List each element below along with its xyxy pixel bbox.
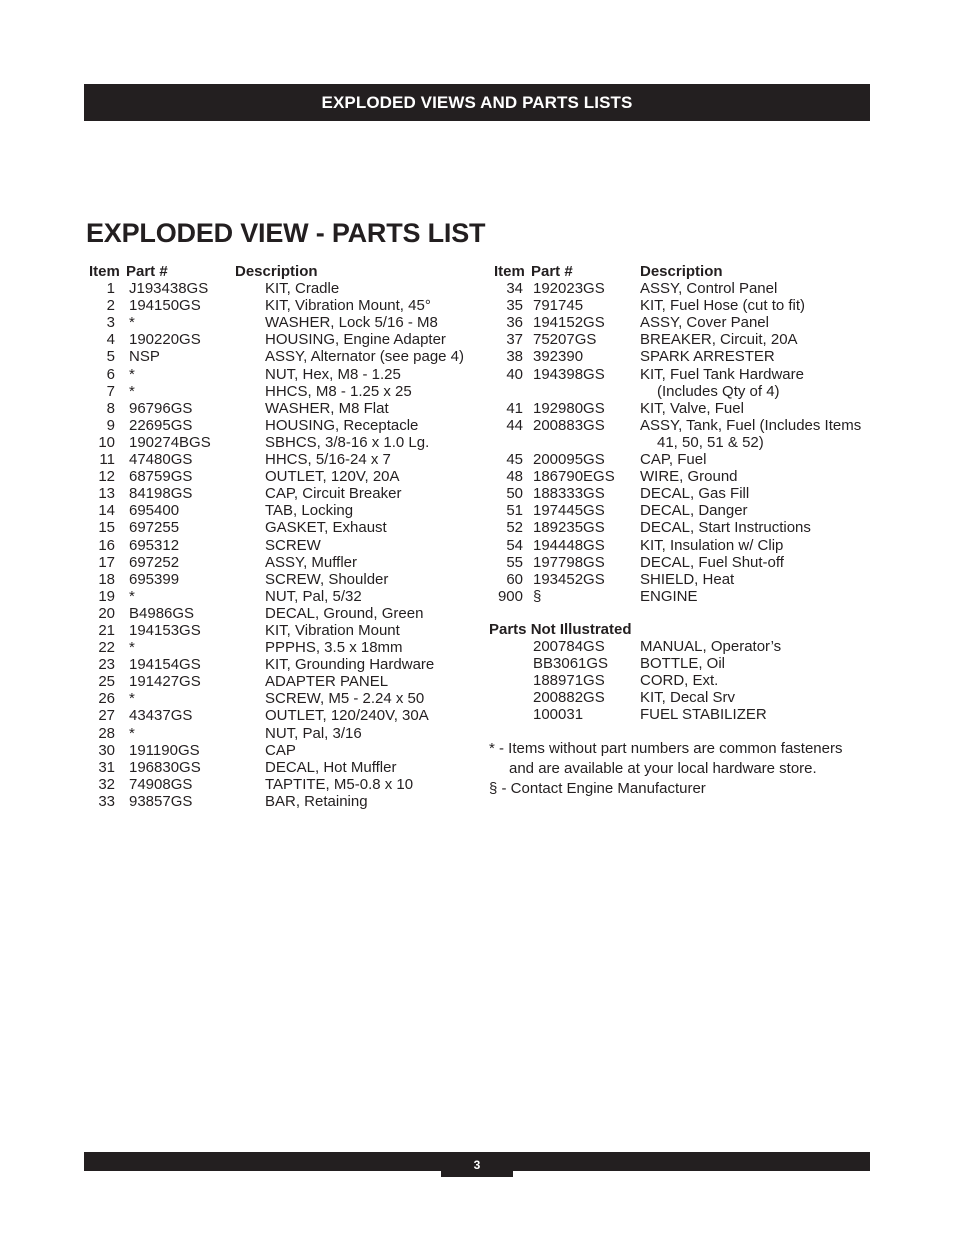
- table-row: [86, 759, 476, 776]
- part-description: KIT, Fuel Tank Hardware: [640, 365, 804, 383]
- part-number: 194448GS: [533, 536, 605, 554]
- table-row: [86, 468, 476, 485]
- item-number: 32: [98, 775, 115, 793]
- part-number: [523, 434, 640, 451]
- item-number: 52: [506, 519, 523, 537]
- item-number: 4: [106, 331, 115, 349]
- column-header-item: Item: [89, 263, 120, 280]
- table-header: [486, 263, 886, 280]
- part-description: SCREW, Shoulder: [265, 570, 389, 588]
- item-number: 35: [506, 297, 523, 315]
- part-number: *: [129, 365, 135, 383]
- part-number: 191190GS: [129, 741, 200, 759]
- part-description: HHCS, M8 - 1.25 x 25: [265, 382, 412, 400]
- part-description: KIT, Insulation w/ Clip: [640, 536, 784, 554]
- table-row: [86, 554, 476, 571]
- item-number: 41: [506, 399, 523, 417]
- part-number: 84198GS: [129, 485, 193, 503]
- item-number: [486, 434, 523, 451]
- part-description: KIT, Cradle: [265, 280, 340, 298]
- part-description: MANUAL, Operator’s: [640, 637, 782, 655]
- part-number: 697252: [129, 553, 180, 571]
- part-description: KIT, Vibration Mount: [265, 621, 400, 639]
- part-number: 392390: [533, 348, 584, 366]
- item-number: 36: [506, 314, 523, 332]
- column-header-description: Description: [640, 263, 723, 280]
- list-item: [486, 706, 886, 723]
- part-description: KIT, Vibration Mount, 45°: [265, 297, 431, 315]
- item-number: 51: [506, 502, 523, 520]
- part-description: HHCS, 5/16-24 x 7: [265, 451, 391, 469]
- column-header-part: Part #: [126, 263, 168, 280]
- table-row: [486, 468, 886, 485]
- part-description: KIT, Decal Srv: [640, 689, 736, 707]
- table-row: [486, 434, 886, 451]
- part-description: NUT, Hex, M8 - 1.25: [265, 365, 401, 383]
- item-number: 11: [99, 451, 115, 469]
- item-number: 14: [98, 502, 115, 520]
- table-row: [86, 280, 476, 297]
- table-row: [486, 280, 886, 297]
- table-row: [486, 571, 886, 588]
- part-number: 197798GS: [533, 553, 605, 571]
- table-row: [486, 417, 886, 434]
- part-description: ASSY, Cover Panel: [640, 314, 769, 332]
- item-number: 54: [506, 536, 523, 554]
- part-number: 93857GS: [129, 792, 193, 810]
- item-number: 30: [98, 741, 115, 759]
- item-number: 10: [98, 433, 115, 451]
- part-number: B4986GS: [129, 604, 195, 622]
- part-description: KIT, Valve, Fuel: [640, 399, 744, 417]
- part-number: 197445GS: [533, 502, 605, 520]
- part-description: ASSY, Tank, Fuel (Includes Items: [640, 416, 862, 434]
- part-description: DECAL, Gas Fill: [640, 485, 750, 503]
- part-number: 191427GS: [129, 673, 201, 691]
- part-number: 200095GS: [533, 451, 605, 469]
- part-description: CAP: [265, 741, 296, 759]
- part-number: 200784GS: [533, 637, 605, 655]
- item-number: 44: [506, 416, 523, 434]
- part-description: DECAL, Danger: [640, 502, 748, 520]
- table-row: [486, 537, 886, 554]
- item-number: 2: [106, 297, 115, 315]
- table-row: [86, 571, 476, 588]
- part-description: OUTLET, 120/240V, 30A: [265, 707, 429, 725]
- item-number: [486, 383, 523, 400]
- column-header-description: Description: [235, 263, 318, 280]
- part-description: NUT, Pal, 5/32: [265, 587, 362, 605]
- part-number: 695399: [129, 570, 180, 588]
- table-row: [86, 366, 476, 383]
- part-description: NUT, Pal, 3/16: [265, 724, 362, 742]
- part-number: 192980GS: [533, 399, 605, 417]
- part-number: 695312: [129, 536, 180, 554]
- item-number: 1: [106, 280, 115, 298]
- item-number: 31: [98, 758, 115, 776]
- table-row: [486, 400, 886, 417]
- note-asterisk-line2: and are available at your local hardware store.: [509, 760, 817, 778]
- item-spacer: [486, 655, 523, 672]
- table-row: [86, 434, 476, 451]
- part-description: BREAKER, Circuit, 20A: [640, 331, 798, 349]
- part-number: 697255: [129, 519, 180, 537]
- table-row: [486, 485, 886, 502]
- item-number: 8: [106, 399, 115, 417]
- list-item: [486, 689, 886, 706]
- part-number: 196830GS: [129, 758, 201, 776]
- part-number: [523, 383, 640, 400]
- item-number: 37: [506, 331, 523, 349]
- table-row: [86, 725, 476, 742]
- part-number: 22695GS: [129, 416, 193, 434]
- table-row: [86, 314, 476, 331]
- note-section: § - Contact Engine Manufacturer: [489, 780, 706, 798]
- table-row: [86, 776, 476, 793]
- item-number: 22: [98, 639, 115, 657]
- part-description: SHIELD, Heat: [640, 570, 735, 588]
- item-number: 19: [98, 587, 115, 605]
- section-header: [84, 84, 870, 121]
- part-description: GASKET, Exhaust: [265, 519, 387, 537]
- item-number: 15: [98, 519, 115, 537]
- table-row: [486, 366, 886, 383]
- part-description: (Includes Qty of 4): [657, 382, 780, 400]
- table-row: [486, 297, 886, 314]
- part-number: 200883GS: [533, 416, 605, 434]
- column-header-item: Item: [494, 263, 525, 280]
- table-header: [86, 263, 476, 280]
- part-number: 188971GS: [533, 672, 605, 690]
- table-row: [86, 622, 476, 639]
- part-number: 43437GS: [129, 707, 193, 725]
- part-description: TAPTITE, M5-0.8 x 10: [265, 775, 414, 793]
- item-spacer: [486, 672, 523, 689]
- table-row: [86, 537, 476, 554]
- table-row: [86, 690, 476, 707]
- part-number: *: [129, 724, 135, 742]
- page-number-tab: [441, 1152, 513, 1177]
- table-row: [486, 588, 886, 605]
- item-number: 45: [506, 451, 523, 469]
- part-number: 100031: [533, 706, 584, 724]
- note-asterisk-line1: * - Items without part numbers are common fasteners: [489, 740, 843, 758]
- part-description: TAB, Locking: [265, 502, 354, 520]
- part-description: CAP, Fuel: [640, 451, 707, 469]
- part-description: HOUSING, Receptacle: [265, 416, 419, 434]
- table-row: [486, 554, 886, 571]
- item-number: 21: [98, 621, 115, 639]
- table-row: [86, 742, 476, 759]
- part-number: 192023GS: [533, 280, 605, 298]
- table-row: [86, 348, 476, 365]
- footnotes: [486, 739, 886, 799]
- part-description: SBHCS, 3/8-16 x 1.0 Lg.: [265, 433, 430, 451]
- table-row: [86, 400, 476, 417]
- part-number: 193452GS: [533, 570, 605, 588]
- item-number: 28: [98, 724, 115, 742]
- table-row: [86, 639, 476, 656]
- table-row: [486, 502, 886, 519]
- item-number: 33: [98, 792, 115, 810]
- table-row: [86, 519, 476, 536]
- part-number: 791745: [533, 297, 584, 315]
- item-spacer: [486, 638, 523, 655]
- part-description: PPPHS, 3.5 x 18mm: [265, 639, 403, 657]
- item-number: 40: [506, 365, 523, 383]
- item-number: 13: [98, 485, 115, 503]
- item-number: 3: [106, 314, 115, 332]
- part-description: DECAL, Ground, Green: [265, 604, 424, 622]
- part-number: 190274BGS: [129, 433, 211, 451]
- table-row: [486, 383, 886, 400]
- table-row: [486, 314, 886, 331]
- list-item: [486, 638, 886, 655]
- not-illustrated-list: [486, 638, 886, 723]
- parts-table-left: [86, 263, 476, 810]
- not-illustrated-title: Parts Not Illustrated: [489, 620, 632, 638]
- table-row: [86, 588, 476, 605]
- table-row: [486, 519, 886, 536]
- table-row: [86, 331, 476, 348]
- table-row: [86, 605, 476, 622]
- list-item: [486, 672, 886, 689]
- item-number: 16: [98, 536, 115, 554]
- table-row: [86, 451, 476, 468]
- page-number: 3: [473, 1157, 481, 1172]
- item-number: 26: [98, 690, 115, 708]
- item-number: 25: [98, 673, 115, 691]
- part-description: OUTLET, 120V, 20A: [265, 468, 400, 486]
- part-description: WIRE, Ground: [640, 468, 738, 486]
- part-number: 190220GS: [129, 331, 201, 349]
- part-number: 75207GS: [533, 331, 597, 349]
- part-description: SPARK ARRESTER: [640, 348, 775, 366]
- part-description: CAP, Circuit Breaker: [265, 485, 402, 503]
- part-description: CORD, Ext.: [640, 672, 719, 690]
- part-number: J193438GS: [129, 280, 209, 298]
- part-description: DECAL, Fuel Shut-off: [640, 553, 784, 571]
- part-number: 186790EGS: [533, 468, 615, 486]
- parts-table-right: [486, 263, 886, 799]
- item-number: 23: [98, 656, 115, 674]
- item-number: 48: [506, 468, 523, 486]
- part-number: 189235GS: [533, 519, 605, 537]
- part-number: 194153GS: [129, 621, 201, 639]
- table-row: [86, 485, 476, 502]
- item-number: 5: [106, 348, 115, 366]
- table-row: [486, 331, 886, 348]
- list-item: [486, 655, 886, 672]
- table-row: [86, 656, 476, 673]
- part-description: ENGINE: [640, 587, 698, 605]
- part-description: WASHER, M8 Flat: [265, 399, 389, 417]
- part-number: NSP: [129, 348, 160, 366]
- table-row: [86, 707, 476, 724]
- part-number: 96796GS: [129, 399, 193, 417]
- item-number: 55: [506, 553, 523, 571]
- item-number: 34: [506, 280, 523, 298]
- item-number: 900: [497, 587, 523, 605]
- part-number: *: [129, 314, 135, 332]
- part-number: 188333GS: [533, 485, 605, 503]
- part-description: FUEL STABILIZER: [640, 706, 767, 724]
- table-body-right: [486, 280, 886, 605]
- part-number: 200882GS: [533, 689, 605, 707]
- table-row: [86, 383, 476, 400]
- part-description: ASSY, Alternator (see page 4): [265, 348, 465, 366]
- item-number: 17: [98, 553, 115, 571]
- part-number: 68759GS: [129, 468, 193, 486]
- part-description: KIT, Fuel Hose (cut to fit): [640, 297, 806, 315]
- item-number: 9: [106, 416, 115, 434]
- part-description: 41, 50, 51 & 52): [657, 433, 764, 451]
- table-row: [86, 673, 476, 690]
- part-number: 47480GS: [129, 451, 193, 469]
- part-number: 194154GS: [129, 656, 201, 674]
- part-description: DECAL, Hot Muffler: [265, 758, 397, 776]
- table-row: [86, 793, 476, 810]
- part-description: HOUSING, Engine Adapter: [265, 331, 446, 349]
- item-number: 6: [106, 365, 115, 383]
- item-number: 60: [506, 570, 523, 588]
- table-row: [86, 297, 476, 314]
- column-header-part: Part #: [531, 263, 573, 280]
- part-number: 695400: [129, 502, 180, 520]
- part-description: BOTTLE, Oil: [640, 655, 726, 673]
- item-spacer: [486, 689, 523, 706]
- table-body-left: [86, 280, 476, 810]
- table-row: [86, 502, 476, 519]
- table-row: [486, 348, 886, 365]
- part-description: DECAL, Start Instructions: [640, 519, 811, 537]
- part-description: ASSY, Muffler: [265, 553, 357, 571]
- table-row: [486, 451, 886, 468]
- part-number: §: [533, 587, 542, 605]
- part-number: *: [129, 690, 135, 708]
- item-number: 20: [98, 604, 115, 622]
- item-number: 50: [506, 485, 523, 503]
- part-number: 194150GS: [129, 297, 201, 315]
- part-description: WASHER, Lock 5/16 - M8: [265, 314, 438, 332]
- part-number: 194152GS: [533, 314, 605, 332]
- item-number: 18: [98, 570, 115, 588]
- page-title: EXPLODED VIEW - PARTS LIST: [86, 218, 486, 248]
- part-description: SCREW: [265, 536, 321, 554]
- part-number: *: [129, 382, 135, 400]
- section-header-title: EXPLODED VIEWS AND PARTS LISTS: [321, 92, 633, 112]
- item-spacer: [486, 706, 523, 723]
- part-description: KIT, Grounding Hardware: [265, 656, 435, 674]
- part-number: 74908GS: [129, 775, 193, 793]
- part-number: BB3061GS: [533, 655, 609, 673]
- item-number: 12: [98, 468, 115, 486]
- item-number: 27: [98, 707, 115, 725]
- part-description: SCREW, M5 - 2.24 x 50: [265, 690, 425, 708]
- item-number: 38: [506, 348, 523, 366]
- part-description: BAR, Retaining: [265, 792, 368, 810]
- part-number: *: [129, 639, 135, 657]
- part-description: ADAPTER PANEL: [265, 673, 389, 691]
- part-number: 194398GS: [533, 365, 605, 383]
- item-number: 7: [106, 382, 115, 400]
- table-row: [86, 417, 476, 434]
- part-number: *: [129, 587, 135, 605]
- part-description: ASSY, Control Panel: [640, 280, 778, 298]
